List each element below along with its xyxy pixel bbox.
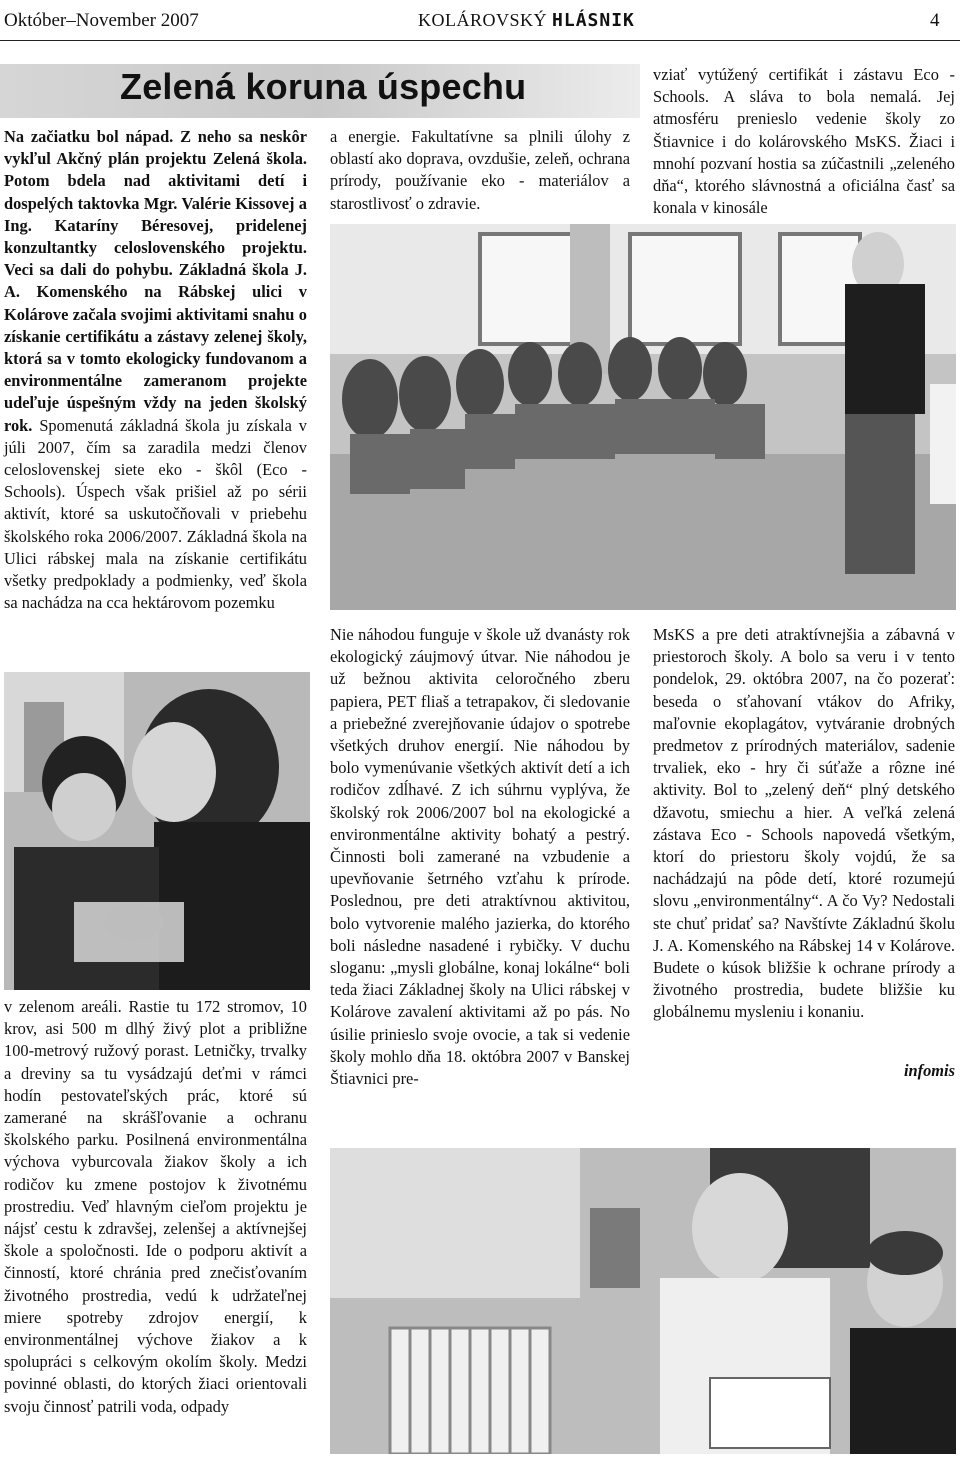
column3-middle-paragraph: MsKS a pre deti atraktívnejšia a zábavná v priestoroch školy. A bolo sa veru i v tento pondelok, 29. októbra 2007, na čo pozerať: beseda o sťahovaní vtákov do Afriky, maľovnie ekoplagátov, vytváranie drobných predmetov z prírodných materiálov, sadenie trvaliek, eko - hry či súťaže a rôzne iné aktivity. Bol to „zelený deň“ plný detského džavotu, smiechu a hier. A veľká zelená zástava Eco - Schools napovedá všetkým, ktorí do priestoru školy vojdú, že sa nachádzajú na pôde detí, ktoré rozumejú slovu „environmentálny“. A čo Vy? Nedostali ste chuť pridať sa? Navštívte Základnú školu J. A. Komenského na Rábskej 14 v Kolárove. Budete o kúsok bližšie k ochrane prírody a životného prostredia, budete bližšie ku globálnemu mysleniu i konaniu. xyxy=(653,625,955,1022)
photo-classroom-lecture xyxy=(330,224,956,610)
column3-middle-text xyxy=(653,624,955,1082)
photo-craft-illustration xyxy=(4,672,310,990)
column3-top-text: vziať vytúžený certifikát i zástavu Eco - Schools. A sláva to bola nemalá. Jej atmosféru prenieslo vedenie školy zo Štiavnice i do kolárovského MsKS. Žiaci i mnohí pozvaní hostia sa zúčastnili „zeleného dňa“, ktorého slávnostná a oficiálna časť sa konala v kinosále xyxy=(653,65,955,218)
photo-classroom-illustration xyxy=(330,224,956,610)
article-title: Zelená koruna úspechu xyxy=(120,66,527,107)
header-rule xyxy=(0,40,960,41)
lead-paragraph: Na začiatku bol nápad. Z neho sa neskôr vykľul Akčný plán projektu Zelená škola. Potom bdela nad aktivitami detí i dospelých taktovka Mgr. Valérie Kissovej a Ing. Kataríny Béresovej, pridelenej konzultantky celoslovenského projektu. Veci sa dali do pohybu. Základná škola J. A. Komenského na Rábskej ulici v Kolárove začala svojimi aktivitami snahu o získanie certifikátu a zástavy zelenej školy, ktorá sa v tomto ekologicky fundovanom a environmentálne zameranom projekte udeľuje úspešným vždy na jeden školský rok. xyxy=(4,127,307,435)
page-number: 4 xyxy=(930,10,940,31)
publication-title xyxy=(418,10,635,31)
photo-children-gift xyxy=(330,1148,956,1454)
issue-date: Október–November 2007 xyxy=(4,10,199,31)
column1-bottom-text: v zelenom areáli. Rastie tu 172 stromov, 10 krov, asi 500 m dlhý živý plot a približne 100-metrový ružový porast. Letničky, trvalky a dreviny sa tu vysádzajú deťmi v rámci hodín pestovateľských prác, ktoré sú zamerané na skrášľovanie a ochranu školského parku. Posilnená environmentálna výchova vyburcovala žiakov školy a ich rodičov ku zmene postojov k životnému prostrediu. Veď hlavným cieľom projektu je nájsť cestu k zdravšej, zelenšej a aktívnejšej škole a spoločnosti. Ide o podporu aktivít a činností, ktoré chránia pred znečisťovaním životného prostredia, vedú k udržateľnej miere spotreby zdrojov energií, k environmentálnej výchove žiakov a k spolupráci s celkovým okolím školy. Medzi povinné oblasti, do ktorých žiaci orientovali svoju činnosť patrili voda, odpady xyxy=(4,997,307,1416)
column1-top-text xyxy=(4,126,307,614)
publication-name: HLÁSNIK xyxy=(552,10,635,31)
photo-craft-activity xyxy=(4,672,310,990)
author-signature: infomis xyxy=(903,1060,955,1080)
photo-children-illustration xyxy=(330,1148,956,1454)
body-paragraph-1: Spomenutá základná škola ju získala v júli 2007, čím sa zaradila medzi členov celoslovenskej siete eko - škôl (Eco - Schools). Úspech však prišiel až po sérii aktivít, ktoré sa uskutočňovali v priebehu školského roka 2006/2007. Základná škola na Ulici rábskej mala na získanie certifikátu všetky predpoklady a podmienky, veď škola sa nachádza na cca hektárovom pozemku xyxy=(4,415,307,613)
column2-top-text: a energie. Fakultatívne sa plnili úlohy z oblastí ako doprava, ovzdušie, zeleň, ochrana prírody, používanie eko - materiálov a starostlivosť o zdravie. xyxy=(330,127,630,213)
column2-middle-text: Nie náhodou funguje v škole už dvanásty rok ekologický záujmový útvar. Nie náhodou je už bežnou aktivita celoročného zberu papiera, PET fliaš a tetrapakov, či sledovanie a priebežné zverejňovanie údajov o spotrebe všetkých druhov energií. Nie náhodou by bolo vymenúvanie všetkých aktivít detí a ich rodičov zdĺhavé. Z ich súhrnu vyplýva, že školský rok 2006/2007 bol na ekologické a environmentálne aktivity bohatý a pestrý. Činnosti boli zamerané na vzbudenie a upevňovanie šetrného vzťahu k prírode. Poslednou, pre deti atraktívnou aktivitou, bolo vytvorenie malého jazierka, do ktorého boli následne nasadené i rybičky. V duchu sloganu: „mysli globálne, konaj lokálne“ boli teda žiaci Základnej školy na Ulici rábskej v Kolárove zavalení aktivitami až po pás. No úsilie prinieslo svoje ovocie, a tak si vedenie školy mohlo dňa 18. októbra 2007 v Banskej Štiavnici pre- xyxy=(330,625,630,1089)
publication-prefix: KOLÁROVSKÝ xyxy=(418,10,548,30)
